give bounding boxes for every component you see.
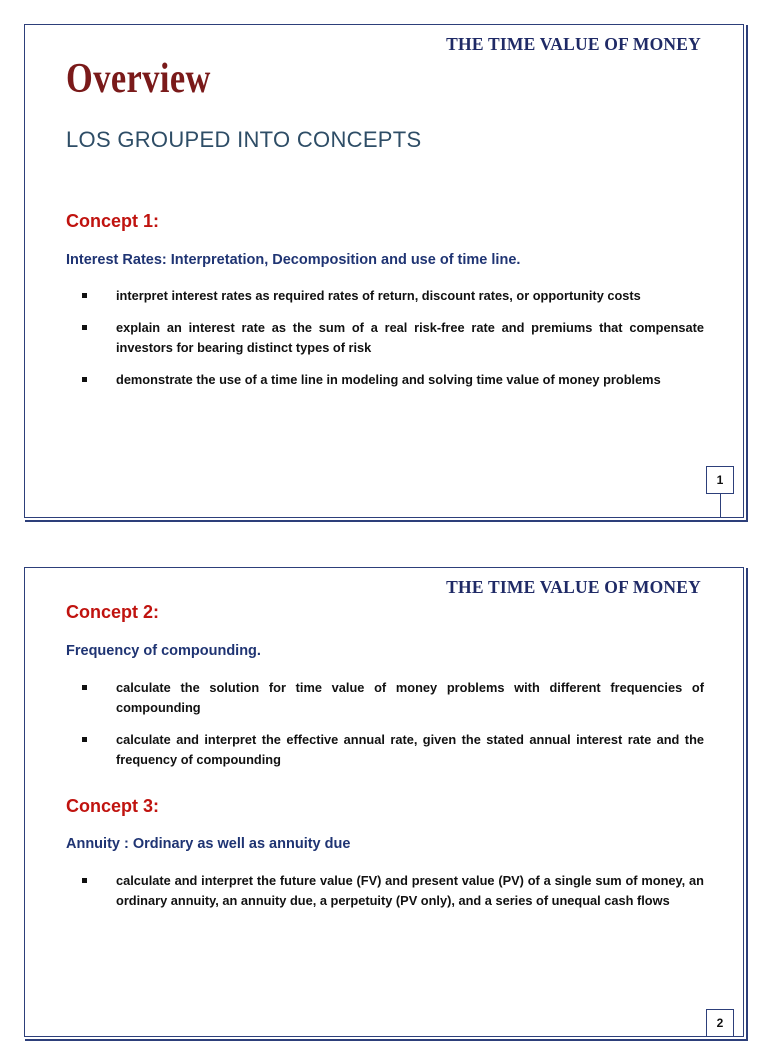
running-head: THE TIME VALUE OF MONEY [446,34,701,54]
page-number-tick [720,494,721,518]
document-page-1 [24,24,744,518]
document-page-2 [24,567,744,1037]
bullet-text: calculate the solution for time value of money problems with different frequencies of compounding [116,680,704,715]
bullet-text: calculate and interpret the effective annual rate, given the stated annual interest rate and the frequency of compounding [116,732,704,767]
list-item [80,286,704,306]
concept-3-subtitle: Annuity : Ordinary as well as annuity due [66,836,351,852]
list-item [80,871,704,911]
list-item [80,318,704,358]
concept-2-subtitle: Frequency of compounding. [66,643,261,659]
concept-2-bullet-list [80,678,704,782]
bullet-square-icon [82,293,87,298]
bullet-square-icon [82,878,87,883]
list-item [80,730,704,770]
page-number: 1 [706,466,734,494]
los-heading: LOS GROUPED INTO CONCEPTS [66,127,422,152]
overview-title: Overview [66,56,211,102]
concept-1-subtitle: Interest Rates: Interpretation, Decomposition and use of time line. [66,252,521,268]
bullet-text: calculate and interpret the future value (FV) and present value (PV) of a single sum of money, an ordinary annuity, an annuity due, a perpetuity (PV only), and a series of unequal cash flows [116,873,704,908]
list-item [80,370,704,390]
bullet-square-icon [82,325,87,330]
running-head: THE TIME VALUE OF MONEY [446,577,701,597]
bullet-text: explain an interest rate as the sum of a real risk-free rate and premiums that compensate investors for bearing distinct types of risk [116,320,704,355]
bullet-square-icon [82,737,87,742]
concept-1-bullet-list [80,286,704,402]
concept-3-bullet-list [80,871,704,923]
concept-1-title: Concept 1: [66,211,160,231]
bullet-text: interpret interest rates as required rates of return, discount rates, or opportunity costs [116,288,641,303]
list-item [80,678,704,718]
bullet-square-icon [82,685,87,690]
concept-3-title: Concept 3: [66,796,160,816]
bullet-text: demonstrate the use of a time line in modeling and solving time value of money problems [116,372,661,387]
page-number: 2 [706,1009,734,1037]
concept-2-title: Concept 2: [66,602,160,622]
bullet-square-icon [82,377,87,382]
